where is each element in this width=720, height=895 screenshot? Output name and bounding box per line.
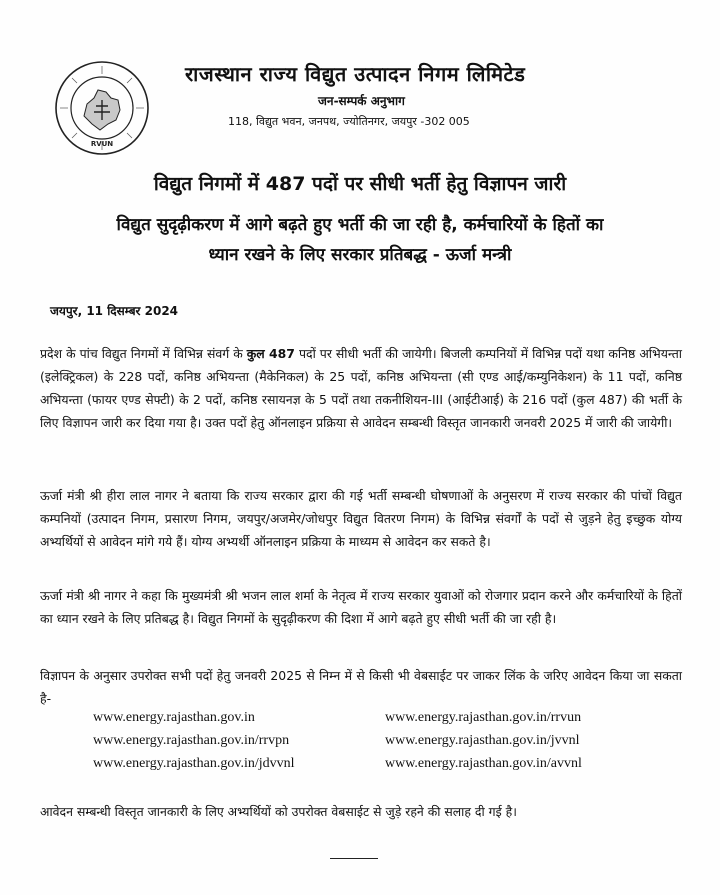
paragraph-1 <box>40 342 682 434</box>
logo-text: RVUN <box>90 140 114 148</box>
website-link[interactable]: www.energy.rajasthan.gov.in <box>93 710 255 725</box>
organization-address: 118, विद्युत भवन, जनपथ, ज्योतिनगर, जयपुर -302 005 <box>228 115 470 128</box>
paragraph-1-rest: पदों पर सीधी भर्ती की जायेगी। बिजली कम्पनियों में विभिन्न पदों यथा कनिष्ठ अभियन्ता (इलेक्ट्रिकल) के 228 पदों, कनिष्ठ अभियन्ता (मैकेनिकल) के 25 पदों, कनिष्ठ अभियन्ता (सी एण्ड आई/कम्युनिकेशन) के 11 पदों, कनिष्ठ अभियन्ता (फायर एण्ड सेफ्टी) के 2 पदों, कनिष्ठ रसायनज्ञ के 5 पदों तथा तकनीशियन-III (आईटीआई) के 216 पदों (कुल 487) की भर्ती के लिए विज्ञापन जारी कर दिया गया है। उक्त पदों हेतु ऑनलाइन प्रक्रिया से आवेदन सम्बन्धी विस्तृत जानकारी जनवरी 2025 में जारी की जायेगी। <box>40 346 682 430</box>
organization-name: राजस्थान राज्य विद्युत उत्पादन निगम लिमिटेड <box>185 62 526 86</box>
website-link[interactable]: www.energy.rajasthan.gov.in/rrvpn <box>93 733 290 748</box>
paragraph-4: विज्ञापन के अनुसार उपरोक्त सभी पदों हेतु जनवरी 2025 से निम्न में से किसी भी वेबसाईट पर जाकर लिंक के जरिए आवेदन किया जा सकता है- <box>40 668 682 706</box>
paragraph-3: ऊर्जा मंत्री श्री नागर ने कहा कि मुख्यमंत्री श्री भजन लाल शर्मा के नेतृत्व में राज्य सरकार युवाओं को रोजगार प्रदान करने और कर्मचारियों के हितों का ध्यान रखने के लिए प्रतिबद्ध है। विद्युत निगमों के सुदृढ़ीकरण की दिशा में आगे बढ़ते हुए सीधी भर्ती की जा रही है। <box>40 588 682 626</box>
headline: विद्युत निगमों में 487 पदों पर सीधी भर्ती हेतु विज्ञापन जारी <box>153 173 567 195</box>
paragraph-1-start: प्रदेश के पांच विद्युत निगमों में विभिन्न संवर्ग के <box>40 346 247 361</box>
total-posts-highlight: कुल 487 <box>246 346 295 361</box>
website-link[interactable]: www.energy.rajasthan.gov.in/rrvun <box>385 710 582 725</box>
paragraph-2: ऊर्जा मंत्री श्री हीरा लाल नागर ने बताया कि राज्य सरकार द्वारा की गई भर्ती सम्बन्धी घोषणाओं के अनुसरण में राज्य सरकार की पांचों विद्युत कम्पनियों (उत्पादन निगम, प्रसारण निगम, जयपुर/अजमेर/जोधपुर विद्युत वितरण निगम) के विभिन्न संवर्गों के पदों से जुड़ने हेतु इच्छुक योग्य अभ्यर्थियों से आवेदन मांगे गये हैं। योग्य अभ्यर्थी ऑनलाइन प्रक्रिया के माध्यम से आवेदन कर सकते है। <box>40 488 682 549</box>
website-link[interactable]: www.energy.rajasthan.gov.in/jdvvnl <box>93 756 295 771</box>
department-name: जन-सम्पर्क अनुभाग <box>318 94 405 108</box>
subheadline-line-1: विद्युत सुदृढ़ीकरण में आगे बढ़ते हुए भर्ती की जा रही है, कर्मचारियों के हितों का <box>116 215 604 235</box>
dateline: जयपुर, 11 दिसम्बर 2024 <box>50 304 179 318</box>
website-link[interactable]: www.energy.rajasthan.gov.in/avvnl <box>385 756 582 771</box>
website-link[interactable]: www.energy.rajasthan.gov.in/jvvnl <box>385 733 580 748</box>
subheadline <box>0 210 720 270</box>
subheadline-line-2: ध्यान रखने के लिए सरकार प्रतिबद्ध - ऊर्जा मन्त्री <box>208 245 512 265</box>
paragraph-5: आवेदन सम्बन्धी विस्तृत जानकारी के लिए अभ्यर्थियों को उपरोक्त वेबसाईट से जुड़े रहने की सलाह दी गई है। <box>40 804 517 819</box>
end-divider <box>330 858 378 859</box>
rvun-logo <box>54 60 150 156</box>
